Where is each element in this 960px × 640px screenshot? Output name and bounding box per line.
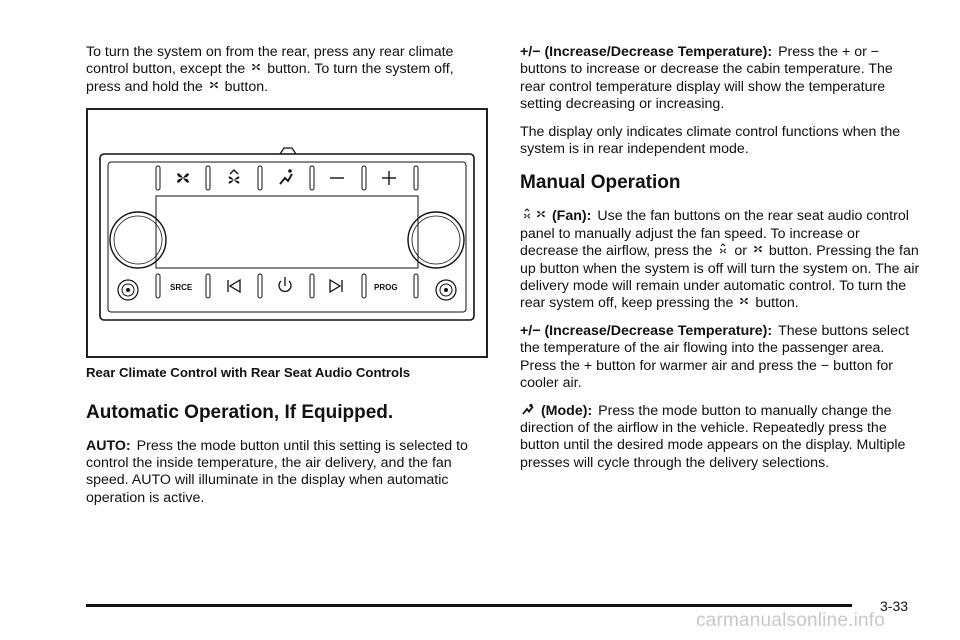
- rear-control-panel-illustration: [88, 110, 486, 356]
- right-column: [520, 44, 920, 482]
- auto-label: AUTO:: [86, 437, 131, 454]
- headphone-jack-right-icon: [436, 280, 456, 300]
- mode-label: (Mode):: [540, 402, 593, 419]
- srce-button-label: SRCE: [170, 283, 193, 293]
- temperature-paragraph-2: [520, 323, 920, 393]
- mode-icon: [522, 403, 535, 416]
- auto-paragraph: [86, 438, 486, 508]
- temperature-paragraph-1: [520, 44, 920, 114]
- heading-automatic-operation: Automatic Operation, If Equipped.: [86, 401, 394, 423]
- tune-knob: [408, 212, 464, 268]
- auto-text: Press the mode button until this setting is selected to control the inside temperature, the air delivery, and the fan speed. AUTO will illuminate in the display when automatic operation is active.: [86, 437, 468, 506]
- fan-label: (Fan):: [551, 208, 592, 225]
- fan-down-icon: [536, 208, 546, 221]
- temperature-label-2: +/− (Increase/Decrease Temperature):: [520, 322, 773, 339]
- heading-manual-operation: Manual Operation: [520, 172, 681, 194]
- fan-text-d: button.: [755, 295, 799, 312]
- fan-text-a: Use the fan buttons on the rear seat audio control panel to manually adjust the fan speed. To increase or decrease the airflow, press the: [520, 208, 909, 260]
- fan-up-icon: [718, 243, 728, 256]
- fan-down-icon: [739, 295, 749, 308]
- fan-down-button: [229, 170, 240, 184]
- fan-text-b: or: [734, 243, 747, 260]
- intro-text-3: button.: [224, 78, 269, 95]
- headphone-jack-left-icon: [118, 280, 138, 300]
- fan-up-icon: [522, 208, 532, 221]
- temperature-text-1: Press the + or − buttons to increase or decrease the cabin temperature. The rear control temperature display will show the temperature setting decreasing or increasing.: [520, 44, 893, 113]
- watermark: carmanualsonline.info: [696, 610, 886, 631]
- temperature-text-2: These buttons select the temperature of the air flowing into the passenger area. Press the + button for warmer air and press the − button for cooler air.: [520, 322, 910, 392]
- rear-control-panel-figure: [86, 108, 488, 358]
- temperature-label-1: +/− (Increase/Decrease Temperature):: [520, 44, 773, 60]
- fan-paragraph: [520, 208, 920, 312]
- volume-knob: [110, 212, 166, 268]
- left-column: [86, 44, 486, 517]
- fan-text-c: button. Pressing the fan up button when the system is off will turn the system on. The air delivery mode will remain under automatic control. To turn the rear system off, keep pressing the: [520, 243, 920, 312]
- figure-caption: Rear Climate Control with Rear Seat Audio Controls: [86, 365, 411, 381]
- intro-text-1: To turn the system on from the rear, press any rear climate control button, except the: [86, 44, 454, 78]
- fan-down-icon: [209, 79, 219, 92]
- seek-back-button: [228, 280, 240, 292]
- seek-forward-button: [330, 280, 342, 292]
- footer-rule: [86, 604, 852, 607]
- power-button: [279, 277, 291, 291]
- mode-button: [280, 169, 292, 184]
- fan-down-icon: [251, 61, 261, 74]
- display-note-paragraph: The display only indicates climate control functions when the system is in rear independent mode.: [520, 123, 901, 158]
- fan-up-button: [177, 174, 189, 183]
- page-number: 3-33: [880, 598, 909, 614]
- prog-button-label: PROG: [374, 283, 398, 293]
- temp-increase-button: [382, 171, 396, 185]
- mode-text: Press the mode button to manually change the direction of the airflow in the vehicle. Repeatedly press the button until the desired mode appears on the display. Multiple presses will cycle through the delivery selections.: [520, 402, 906, 471]
- mode-paragraph: [520, 403, 920, 473]
- intro-text-2: button. To turn the system off, press and hold the: [86, 61, 454, 95]
- intro-paragraph: [86, 44, 486, 96]
- fan-down-icon: [753, 243, 763, 256]
